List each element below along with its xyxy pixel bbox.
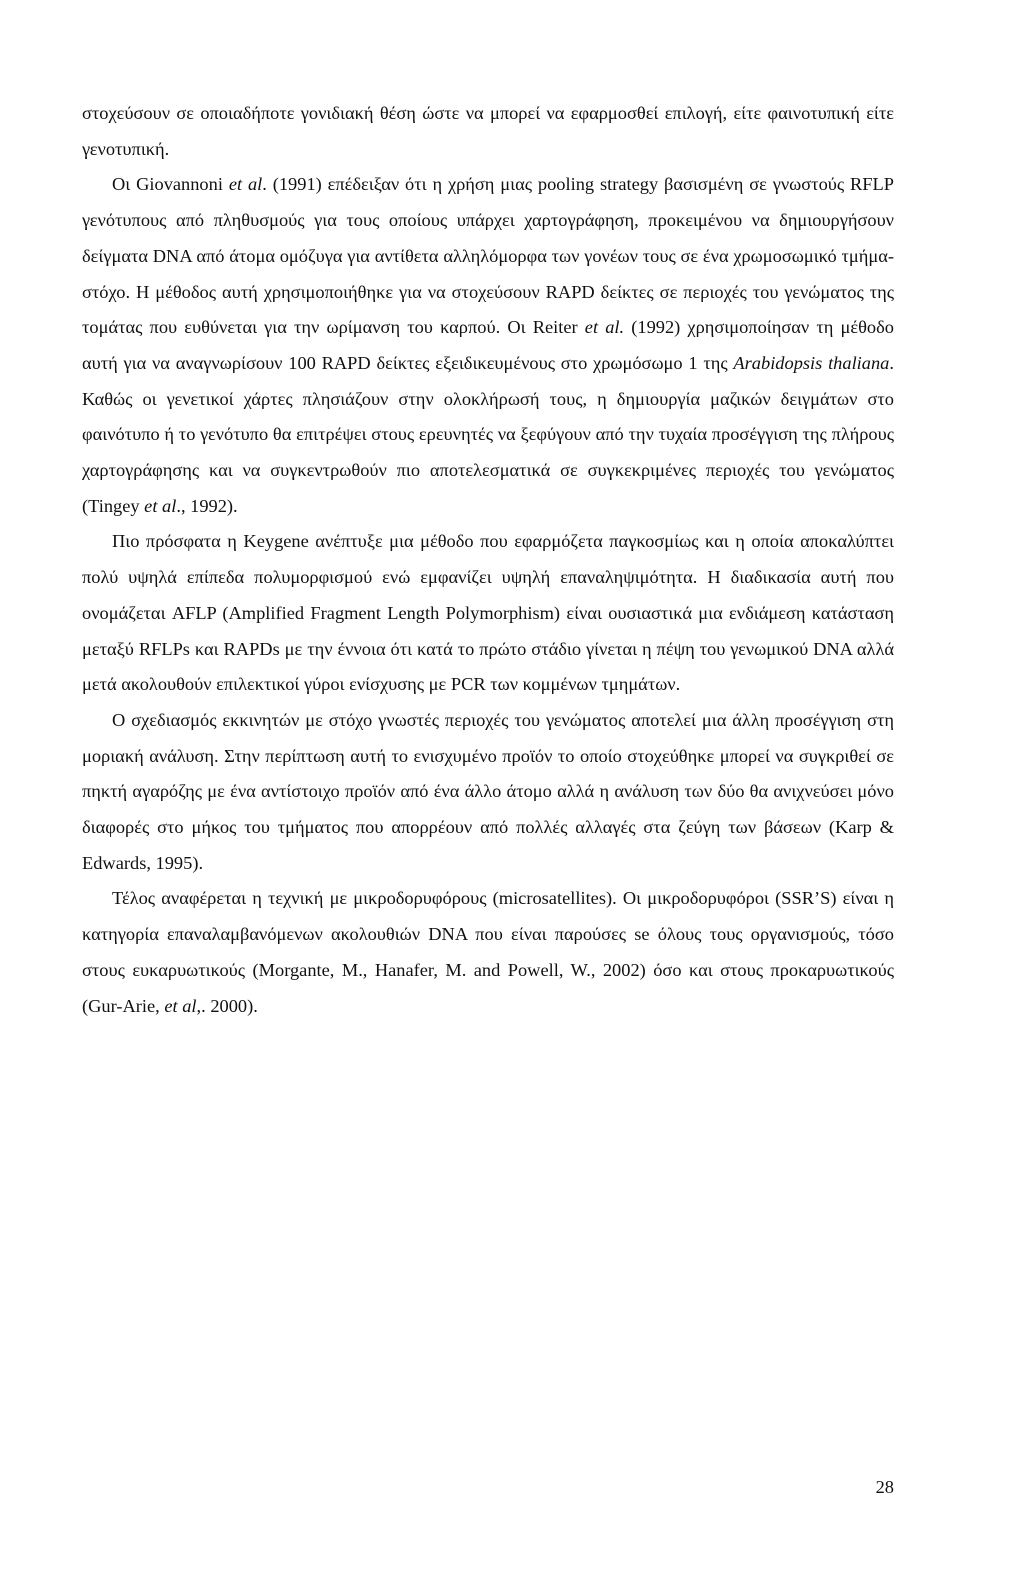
text-run: στοχεύσουν σε οποιαδήποτε γονιδιακή θέση ώστε να μπορεί να εφαρμοσθεί επιλογή, είτε φαινοτυπική είτε γενοτυπική. — [82, 103, 894, 159]
text-run: Οι Giovannoni — [112, 174, 229, 195]
text-run: ,. 2000). — [196, 995, 258, 1016]
text-run: ., 1992). — [176, 495, 238, 516]
italic-run: et al. — [584, 317, 625, 338]
paragraph-aflp — [82, 524, 894, 703]
paragraph-primer-design — [82, 703, 894, 882]
italic-run: et al — [144, 495, 177, 516]
italic-run: et al — [228, 174, 263, 195]
page-number: 28 — [875, 1477, 894, 1497]
italic-run: Arabidopsis thaliana — [733, 352, 890, 373]
text-run: . (1991) επέδειξαν ότι η χρήση μιας pooling strategy βασισμένη σε γνωστούς RFLP γενότυπους από πληθυσμούς για τους οποίους υπάρχει χαρτογράφηση, προκειμένου να δημιουργήσουν δείγματα DNA από άτομα ομόζυγα για αντίθετα αλληλόμορφα των γονέων τους σε ένα χρωμοσωμικό τμήμα-στόχο. Η μέθοδος αυτή χρησιμοποιήθηκε για να στοχεύσουν RAPD δείκτες σε περιοχές του γενώματος της τομάτας που ευθύνεται για την ωρίμανση του καρπού. Οι Reiter — [82, 174, 894, 338]
paragraph-giovannoni — [82, 167, 894, 524]
text-run: Ο σχεδιασμός εκκινητών με στόχο γνωστές περιοχές του γενώματος αποτελεί μια άλλη προσέγγιση στη μοριακή ανάλυση. Στην περίπτωση αυτή το ενισχυμένο προϊόν το οποίο στοχεύθηκε μπορεί να συγκριθεί σε πηκτή αγαρόζης με ένα αντίστοιχο προϊόν από ένα άλλο άτομο αλλά η ανάλυση των δύο θα ανιχνεύσει μόνο διαφορές στο μήκος του τμήματος που απορρέουν από πολλές αλλαγές στα ζεύγη των βάσεων (Karp & Edwards, 1995). — [82, 709, 894, 873]
text-run: Τέλος αναφέρεται η τεχνική με μικροδορυφόρους (microsatellites). Οι μικροδορυφόροι (SSR’S) είναι η κατηγορία επαναλαμβανόμενων ακολουθιών DNA που είναι παρούσες se όλους τους οργανισμούς, τόσο στους ευκαρυωτικούς (Morgante, M., Hanafer, M. and Powell, W., 2002) όσο και στους προκαρυωτικούς (Gur-Arie, — [82, 888, 894, 1016]
italic-run: et al — [164, 995, 197, 1016]
text-run: Πιο πρόσφατα η Keygene ανέπτυξε μια μέθοδο που εφαρμόζετα παγκοσμίως και η οποία αποκαλύπτει πολύ υψηλά επίπεδα πολυμορφισμού ενώ εμφανίζει υψηλή επαναληψιμότητα. Η διαδικασία αυτή που ονομάζεται AFLP (Amplified Fragment Length Polymorphism) είναι ουσιαστικά μια ενδιάμεση κατάσταση μεταξύ RFLPs και RAPDs με την έννοια ότι κατά το πρώτο στάδιο γίνεται η πέψη του γενωμικού DNA αλλά μετά ακολουθούν επιλεκτικοί γύροι ενίσχυσης με PCR των κομμένων τμημάτων. — [82, 531, 894, 695]
paragraph-continuation — [82, 96, 894, 167]
text-run: . Καθώς οι γενετικοί χάρτες πλησιάζουν στην ολοκλήρωσή τους, η δημιουργία μαζικών δειγμάτων στο φαινότυπο ή το γενότυπο θα επιτρέψει στους ερευνητές να ξεφύγουν από την τυχαία προσέγγιση της πλήρους χαρτογράφησης και να συγκεντρωθούν πιο αποτελεσματικά σε συγκεκριμένες περιοχές του γενώματος (Tingey — [82, 352, 894, 516]
paragraph-microsatellites — [82, 881, 894, 1024]
text-run: (1992) χρησιμοποίησαν τη μέθοδο αυτή για να αναγνωρίσουν 100 RAPD δείκτες εξειδικευμένους στο χρωμόσωμο 1 της — [82, 317, 894, 373]
document-body — [82, 96, 894, 1024]
